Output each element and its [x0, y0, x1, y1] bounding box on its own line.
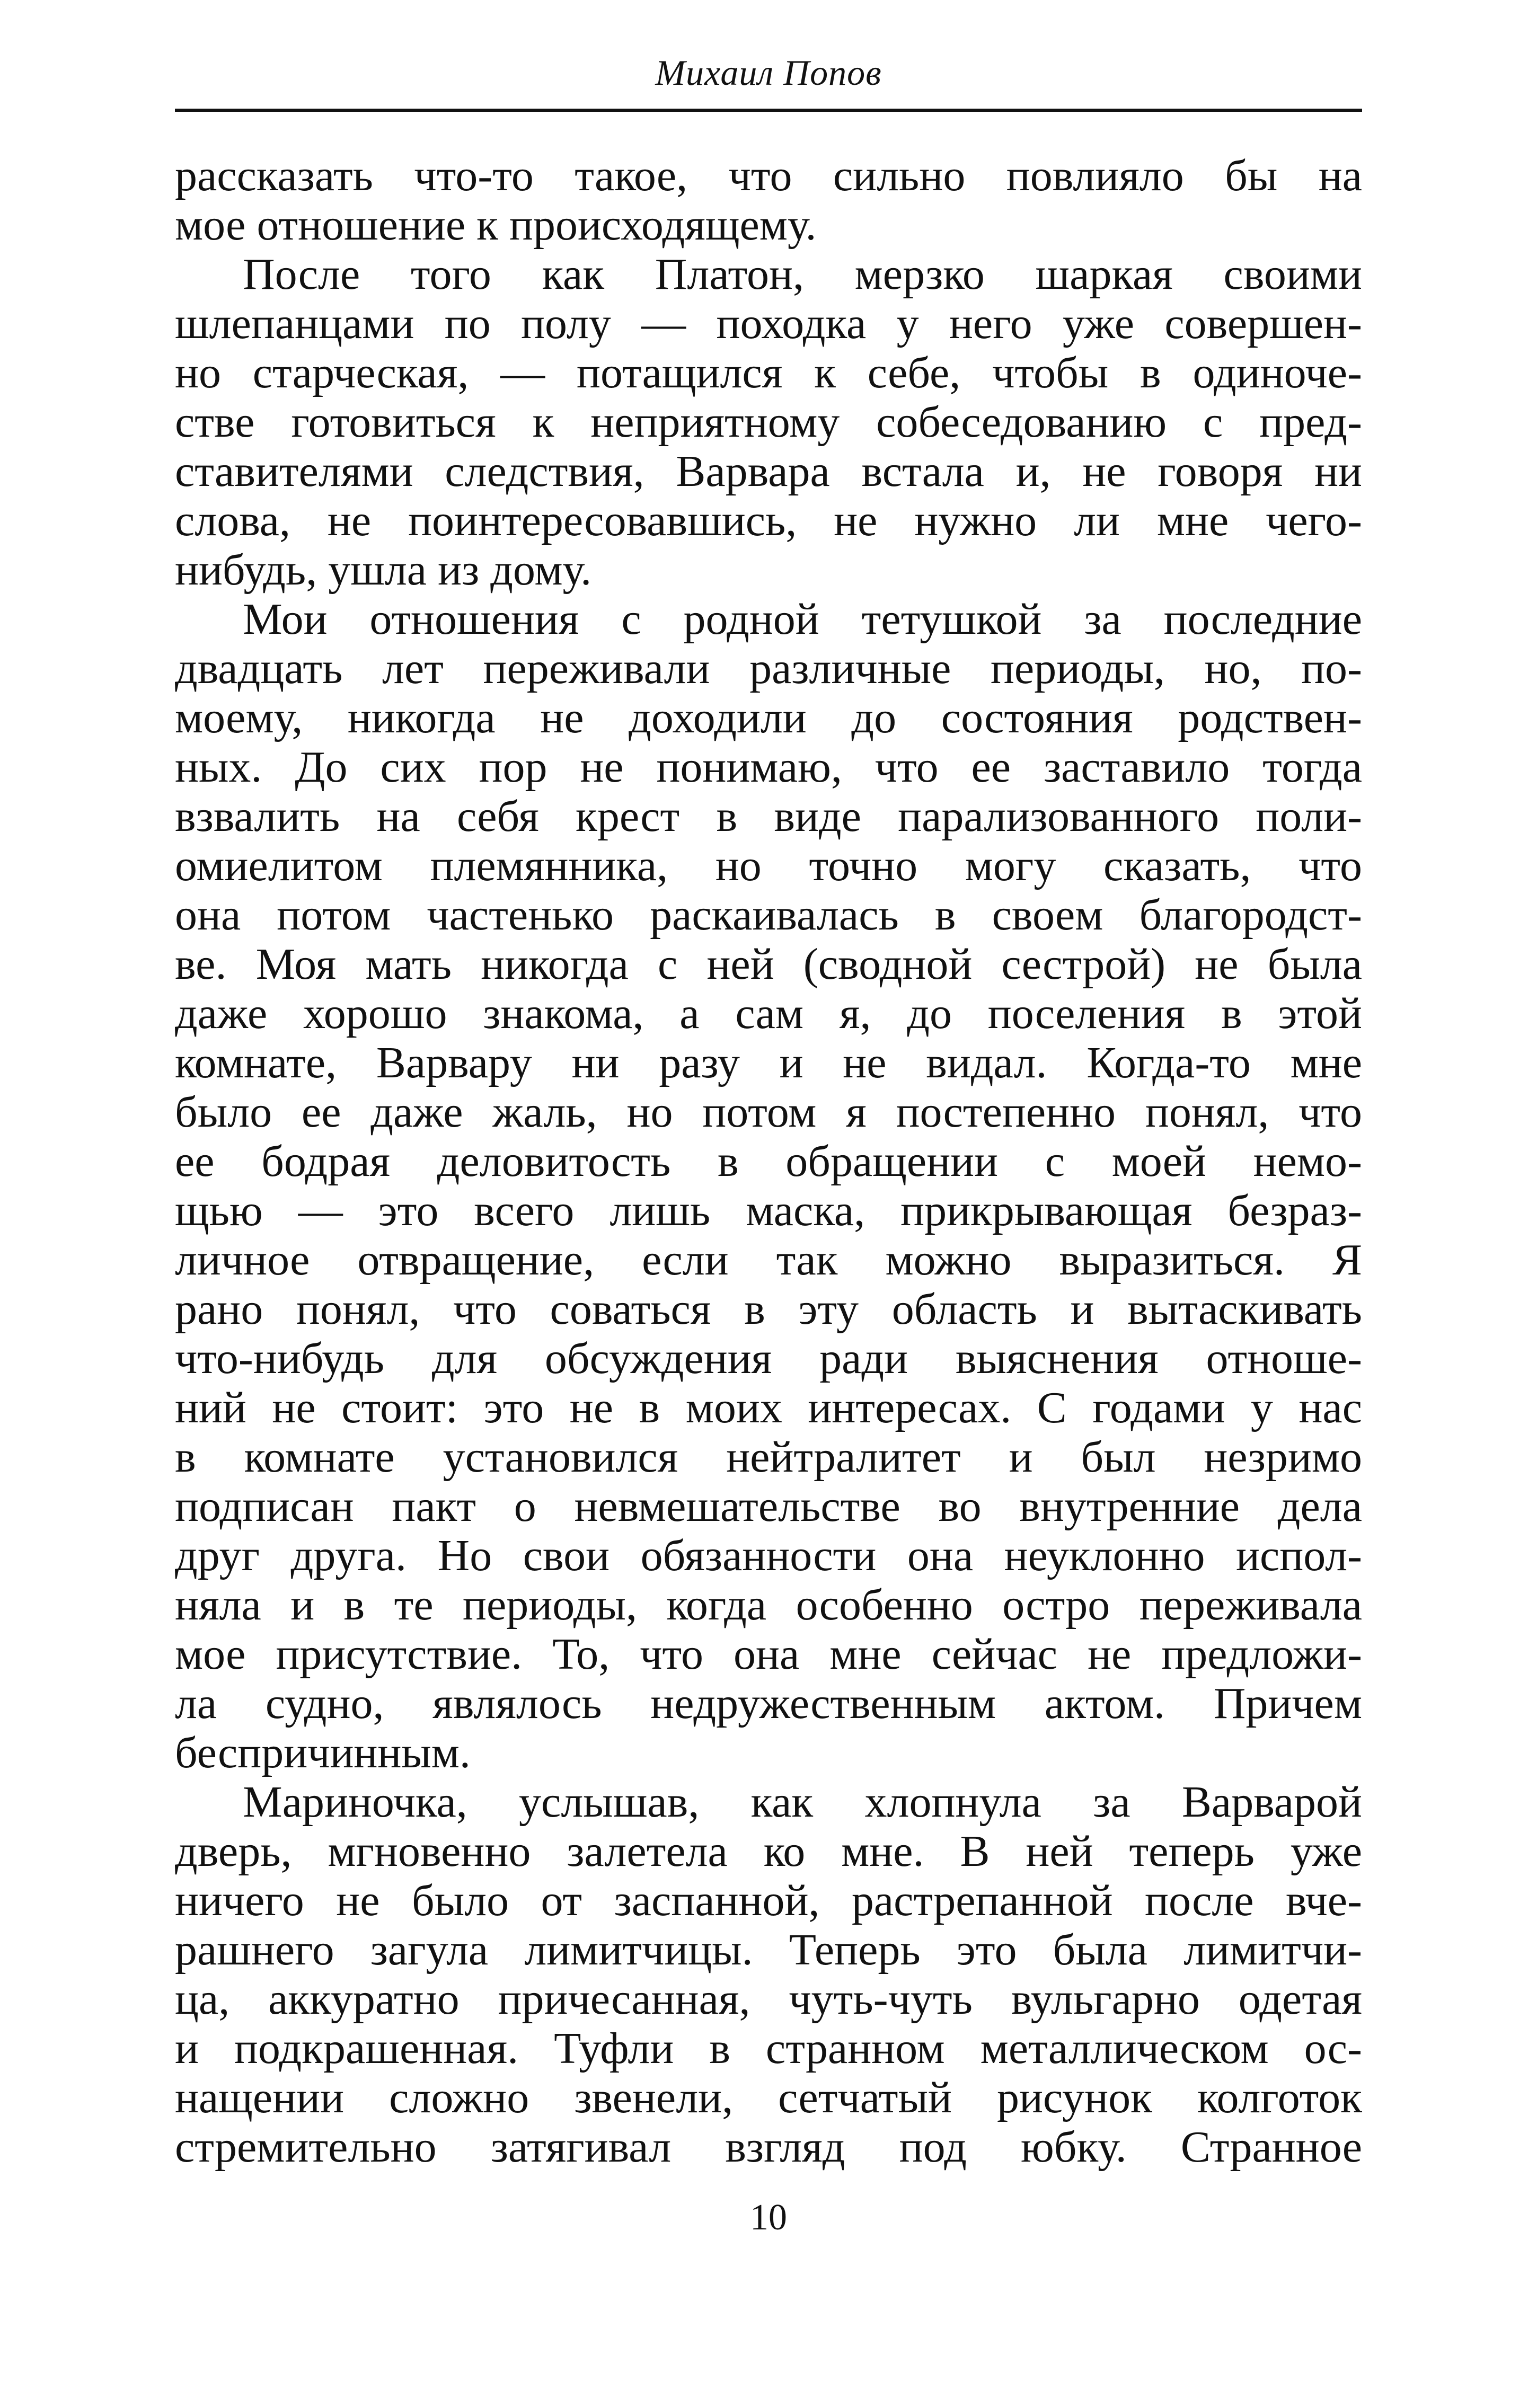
header-rule: [175, 109, 1362, 112]
text-line: ставителями следствия, Варвара встала и, не говоря ни: [175, 447, 1362, 496]
text-line: щью — это всего лишь маска, прикрывающая безраз-: [175, 1186, 1362, 1235]
text-line: личное отвращение, если так можно выразиться. Я: [175, 1235, 1362, 1285]
paragraph: [175, 1777, 1362, 2172]
text-line: ничего не было от заспанной, растрепанной после вче-: [175, 1876, 1362, 1925]
text-line: ла судно, являлось недружественным актом. Причем: [175, 1679, 1362, 1728]
text-line: взвалить на себя крест в виде парализованного поли-: [175, 792, 1362, 841]
text-line: что-нибудь для обсуждения ради выяснения отноше-: [175, 1334, 1362, 1383]
text-line: мое отношение к происходящему.: [175, 200, 817, 250]
text-line: и подкрашенная. Туфли в странном металлическом ос-: [175, 2024, 1362, 2073]
text-line: ний не стоит: это не в моих интересах. С годами у нас: [175, 1383, 1362, 1432]
text-line: После того как Платон, мерзко шаркая своими: [243, 250, 1362, 299]
text-line: двадцать лет переживали различные периоды, но, по-: [175, 644, 1362, 693]
text-line: нибудь, ушла из дому.: [175, 545, 592, 595]
text-line: омиелитом племянника, но точно могу сказать, что: [175, 841, 1362, 890]
text-line: Мои отношения с родной тетушкой за последние: [243, 595, 1362, 644]
text-line: слова, не поинтересовавшись, не нужно ли мне чего-: [175, 496, 1362, 545]
running-header: Михаил Попов: [655, 52, 882, 93]
text-line: ца, аккуратно причесанная, чуть-чуть вульгарно одетая: [175, 1975, 1362, 2024]
text-line: няла и в те периоды, когда особенно остро переживала: [175, 1580, 1362, 1630]
text-line: мое присутствие. То, что она мне сейчас не предложи-: [175, 1630, 1362, 1679]
paragraph: [175, 151, 1362, 250]
text-line: комнате, Варвару ни разу и не видал. Когда-то мне: [175, 1038, 1362, 1087]
text-line: в комнате установился нейтралитет и был незримо: [175, 1432, 1362, 1482]
paragraph: [175, 250, 1362, 595]
text-line: она потом частенько раскаивалась в своем благородст-: [175, 890, 1362, 940]
body-text: [175, 151, 1362, 2172]
text-line: было ее даже жаль, но потом я постепенно понял, что: [175, 1087, 1362, 1137]
text-line: нащении сложно звенели, сетчатый рисунок колготок: [175, 2073, 1362, 2122]
text-line: рано понял, что соваться в эту область и вытаскивать: [175, 1285, 1362, 1334]
text-line: дверь, мгновенно залетела ко мне. В ней теперь уже: [175, 1827, 1362, 1876]
paragraph: [175, 595, 1362, 1777]
text-line: даже хорошо знакома, а сам я, до поселения в этой: [175, 989, 1362, 1038]
text-line: моему, никогда не доходили до состояния родствен-: [175, 693, 1362, 742]
text-line: ее бодрая деловитость в обращении с моей немо-: [175, 1137, 1362, 1186]
text-line: Мариночка, услышав, как хлопнула за Варварой: [243, 1777, 1362, 1827]
text-line: ных. До сих пор не понимаю, что ее заставило тогда: [175, 742, 1362, 792]
text-line: подписан пакт о невмешательстве во внутренние дела: [175, 1482, 1362, 1531]
text-line: шлепанцами по полу — походка у него уже совершен-: [175, 299, 1362, 348]
text-line: но старческая, — потащился к себе, чтобы в одиноче-: [175, 348, 1362, 397]
text-line: друг друга. Но свои обязанности она неуклонно испол-: [175, 1531, 1362, 1580]
text-line: беспричинным.: [175, 1728, 471, 1777]
page-number: 10: [750, 2197, 787, 2238]
text-line: рашнего загула лимитчицы. Теперь это была лимитчи-: [175, 1925, 1362, 1975]
text-line: стремительно затягивал взгляд под юбку. Странное: [175, 2122, 1362, 2172]
text-line: стве готовиться к неприятному собеседованию с пред-: [175, 397, 1362, 447]
text-line: ве. Моя мать никогда с ней (сводной сестрой) не была: [175, 940, 1362, 989]
text-line: рассказать что-то такое, что сильно повлияло бы на: [175, 151, 1362, 200]
